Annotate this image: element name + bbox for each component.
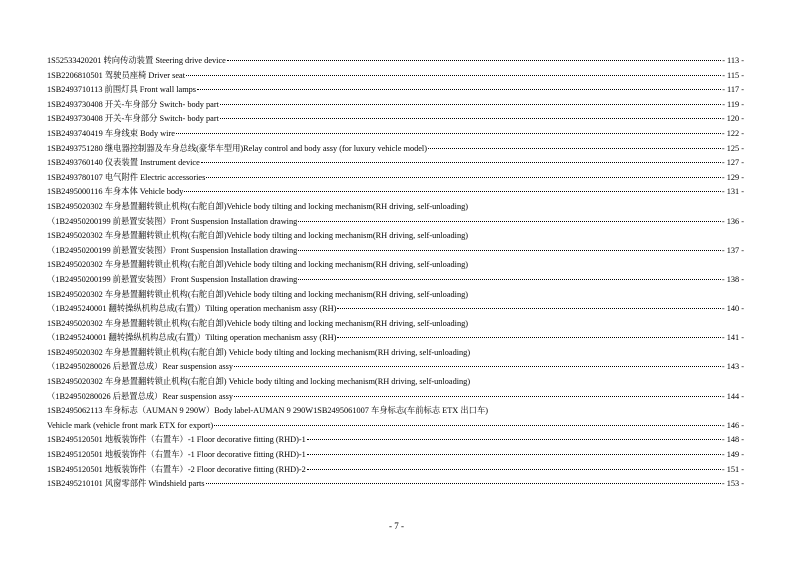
toc-entry-text: 1SB2495020302 车身悬置翻转锁止机构(右舵自卸)Vehicle body tilting and locking mechanism(RH driving, self-unloading) [47, 289, 469, 299]
dot-leader [184, 191, 721, 192]
toc-entry[interactable] [47, 390, 744, 405]
toc-entry-text: 1SB2495020302 车身悬置翻转锁止机构(右舵自卸)Vehicle body tilting and locking mechanism(RH driving, self-unloading) [47, 231, 469, 241]
dot-leader [234, 366, 721, 367]
toc-entry[interactable] [47, 156, 744, 171]
toc-entry-heading [47, 404, 744, 419]
toc-entry-heading [47, 375, 744, 390]
toc-entry-text: 1SB2495120501 地板装饰件（右置车）-1 Floor decorative fitting (RHD)-1 [47, 435, 306, 445]
toc-entry-text: Vehicle mark (vehicle front mark ETX for export) [47, 420, 214, 430]
dot-leader [176, 133, 721, 134]
toc-entry-page: - 141 - [721, 333, 744, 343]
toc-entry-text: 1SB2493751280 继电器控制器及车身总线(豪华车型用)Relay control and body assy (for luxury vehicle model) [47, 143, 427, 153]
toc-entry[interactable] [47, 185, 744, 200]
toc-entry-text: 1SB2493780107 电气附件 Electric accessories [47, 172, 206, 182]
page-number: - 7 - [389, 521, 404, 531]
dot-leader [227, 60, 721, 61]
dot-leader [234, 396, 721, 397]
toc-entry-page: - 153 - [721, 479, 744, 489]
toc-entry-heading [47, 200, 744, 215]
dot-leader [307, 469, 721, 470]
toc-entry-text: （1B24950200199 前悬置安装图）Front Suspension Installation drawing [47, 245, 298, 255]
toc-entry-page: - 144 - [721, 391, 744, 401]
toc-entry-page: - 148 - [721, 435, 744, 445]
dot-leader [206, 483, 721, 484]
toc-entry-page: - 151 - [721, 464, 744, 474]
dot-leader [428, 148, 721, 149]
toc-entry[interactable] [47, 477, 744, 492]
toc-entry-page: - 122 - [721, 128, 744, 138]
toc-entry-heading [47, 229, 744, 244]
dot-leader [206, 177, 721, 178]
toc-entry[interactable] [47, 273, 744, 288]
toc-entry-page: - 125 - [721, 143, 744, 153]
toc-entry[interactable] [47, 331, 744, 346]
toc-entry-page: - 140 - [721, 304, 744, 314]
toc-entry-text: 1S52533420201 转向传动装置 Steering drive device [47, 56, 226, 65]
toc-entry-text: （1B24950200199 前悬置安装图）Front Suspension Installation drawing [47, 216, 298, 226]
toc-entry-page: - 117 - [722, 85, 744, 95]
toc-entry[interactable] [47, 54, 744, 69]
toc-entry-page: - 138 - [721, 274, 744, 284]
toc-entry-page: - 146 - [721, 420, 744, 430]
toc-entry[interactable] [47, 98, 744, 113]
toc-entry[interactable] [47, 69, 744, 84]
toc-entry-page: - 113 - [722, 56, 744, 65]
toc-entry[interactable] [47, 127, 744, 142]
toc-entry-text: 1SB2495020302 车身悬置翻转锁止机构(右舵自卸) Vehicle body tilting and locking mechanism(RH driving, self-unloading) [47, 377, 471, 387]
toc-entry-heading [47, 317, 744, 332]
dot-leader [298, 279, 721, 280]
dot-leader [220, 104, 721, 105]
toc-entry-text: （1B24950200199 前悬置安装图）Front Suspension Installation drawing [47, 274, 298, 284]
toc-entry[interactable] [47, 171, 744, 186]
toc-entry-text: 1SB2495210101 风窗零部件 Windshield parts [47, 479, 205, 489]
toc-entry-text: 1SB2495020302 车身悬置翻转锁止机构(右舵自卸) Vehicle body tilting and locking mechanism(RH driving, self-unloading) [47, 347, 471, 357]
toc-entry[interactable] [47, 463, 744, 478]
toc-entry-heading [47, 346, 744, 361]
toc-entry-text: 1SB2493730408 开关-车身部分 Switch- body part [47, 114, 219, 124]
toc-entry-page: - 129 - [721, 172, 744, 182]
dot-leader [307, 439, 721, 440]
dot-leader [298, 221, 721, 222]
dot-leader [337, 337, 720, 338]
table-of-contents [47, 54, 744, 492]
toc-entry-text: 1SB2493740419 车身线束 Body wire [47, 128, 175, 138]
toc-entry-text: 1SB2495120501 地板装饰件（右置车）-1 Floor decorative fitting (RHD)-1 [47, 450, 306, 460]
toc-entry-heading [47, 258, 744, 273]
toc-entry-text: （1B24950280026 后悬置总成）Rear suspension assy [47, 391, 233, 401]
dot-leader [337, 308, 720, 309]
dot-leader [220, 118, 721, 119]
toc-entry-text: 1SB2495020302 车身悬置翻转锁止机构(右舵自卸)Vehicle body tilting and locking mechanism(RH driving, self-unloading) [47, 318, 469, 328]
toc-entry-text: （1B2495240001 翻转操纵机构总成(右置)）Tilting operation mechanism assy (RH) [47, 304, 337, 314]
dot-leader [197, 89, 721, 90]
toc-entry-page: - 115 - [722, 70, 744, 80]
toc-entry-page: - 119 - [722, 99, 744, 109]
toc-entry-text: （1B2495240001 翻转操纵机构总成(右置)）Tilting operation mechanism assy (RH) [47, 333, 337, 343]
toc-entry[interactable] [47, 360, 744, 375]
toc-entry-text: 1SB2493760140 仪表装置 Instrument device [47, 158, 200, 168]
toc-entry-page: - 120 - [721, 114, 744, 124]
toc-entry[interactable] [47, 142, 744, 157]
toc-entry-page: - 137 - [721, 245, 744, 255]
toc-entry[interactable] [47, 448, 744, 463]
dot-leader [214, 425, 721, 426]
dot-leader [201, 162, 721, 163]
toc-entry-heading [47, 288, 744, 303]
toc-entry-page: - 143 - [721, 362, 744, 372]
toc-entry-text: （1B24950280026 后悬置总成）Rear suspension assy [47, 362, 233, 372]
toc-entry-text: 1SB2493710113 前围灯具 Front wall lamps [47, 85, 197, 95]
toc-entry[interactable] [47, 244, 744, 259]
dot-leader [307, 454, 721, 455]
toc-entry[interactable] [47, 83, 744, 98]
toc-entry-page: - 136 - [721, 216, 744, 226]
toc-entry-page: - 131 - [721, 187, 744, 197]
toc-entry[interactable] [47, 302, 744, 317]
toc-entry-page: - 127 - [721, 158, 744, 168]
toc-entry[interactable] [47, 419, 744, 434]
toc-entry-text: 1SB2206810501 驾驶员座椅 Driver seat [47, 70, 186, 80]
toc-entry-text: 1SB2495000116 车身本体 Vehicle body [47, 187, 184, 197]
toc-entry-text: 1SB2495020302 车身悬置翻转锁止机构(右舵自卸)Vehicle body tilting and locking mechanism(RH driving, self-unloading) [47, 260, 469, 270]
dot-leader [186, 75, 721, 76]
toc-entry-text: 1SB2495020302 车身悬置翻转锁止机构(右舵自卸)Vehicle body tilting and locking mechanism(RH driving, self-unloading) [47, 201, 469, 211]
toc-entry-text: 1SB2493730408 开关-车身部分 Switch- body part [47, 99, 219, 109]
toc-entry-page: - 149 - [721, 450, 744, 460]
toc-entry-text: 1SB2495120501 地板装饰件（右置车）-2 Floor decorative fitting (RHD)-2 [47, 464, 306, 474]
toc-entry[interactable] [47, 433, 744, 448]
toc-entry-text: 1SB2495062113 车身标志（AUMAN 9 290W）Body label-AUMAN 9 290W1SB2495061007 车身标志(车前标志 ETX 出口车) [47, 406, 489, 416]
toc-entry[interactable] [47, 215, 744, 230]
dot-leader [298, 250, 721, 251]
toc-entry[interactable] [47, 112, 744, 127]
